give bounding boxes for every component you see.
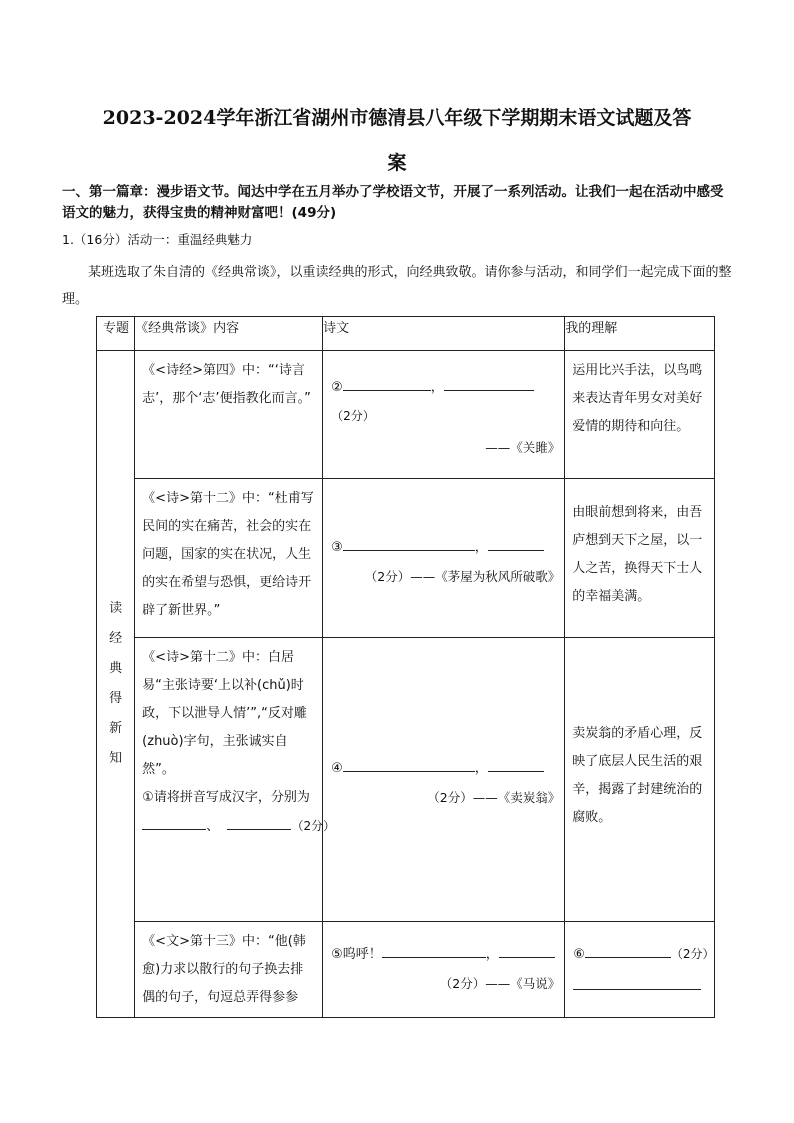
answer-blank[interactable] xyxy=(488,756,544,772)
separator: 、 xyxy=(206,819,220,834)
answer-blank[interactable] xyxy=(488,535,544,551)
topic-cell xyxy=(97,351,135,1018)
comma: ， xyxy=(430,380,444,395)
blank-number: ⑤呜呼！ xyxy=(331,947,382,962)
content-cell: 《<文>第十三》中：“他(韩愈)力求以散行的句子换去排偶的句子，句逗总弄得参参 xyxy=(135,922,323,1018)
page-title: 2023-2024学年浙江省湖州市德清县八年级下学期期末语文试题及答 xyxy=(102,107,692,129)
section-heading: 一、第一篇章：漫步语文节。闻达中学在五月举办了学校语文节，开展了一系列活动。让我们一起在活动中感受语文的魅力，获得宝贵的精神财富吧！(49分) xyxy=(62,184,724,221)
comma: ， xyxy=(474,761,488,776)
content-cell: 《<诗经>第四》中：“‘诗言志’，那个‘志’便指教化而言。” xyxy=(135,351,323,479)
understanding-cell: 由眼前想到将来，由吾庐想到天下之屋，以一人之苦，换得天下士人的幸福美满。 xyxy=(565,479,715,638)
answer-blank[interactable] xyxy=(444,375,534,391)
header-topic: 专题 xyxy=(97,317,135,351)
header-understanding: 我的理解 xyxy=(565,317,715,351)
answer-blank[interactable] xyxy=(227,814,291,830)
poem-source: ——《关雎》 xyxy=(485,440,561,455)
answer-blank[interactable] xyxy=(382,942,486,958)
blank-number: ② xyxy=(331,380,343,395)
poem-cell xyxy=(323,638,565,922)
topic-label: 读经典得新知 xyxy=(109,601,123,766)
poem-cell xyxy=(323,922,565,1018)
content-cell: 《<诗>第十二》中：“杜甫写民间的实在痛苦，社会的实在问题，国家的实在状况，人生的实在希望与恐惧，更给诗开辟了新世界。” xyxy=(135,479,323,638)
understanding-cell: 运用比兴手法，以鸟鸣来表达青年男女对美好爱情的期待和向往。 xyxy=(565,351,715,479)
poem-cell xyxy=(323,351,565,479)
table-row xyxy=(97,351,715,479)
answer-blank[interactable] xyxy=(343,535,475,551)
answer-blank[interactable] xyxy=(343,375,431,391)
score-label: （2分） xyxy=(291,819,336,833)
classics-table xyxy=(96,316,715,1018)
poem-cell xyxy=(323,479,565,638)
question-label: 1.（16分）活动一：重温经典魅力 xyxy=(62,232,253,247)
page-title-continued: 案 xyxy=(387,152,407,174)
answer-blank[interactable] xyxy=(343,756,475,772)
table-row xyxy=(97,638,715,922)
table-header-row xyxy=(97,317,715,351)
answer-blank[interactable] xyxy=(573,974,701,990)
content-cell xyxy=(135,638,336,922)
comma: ， xyxy=(474,540,488,555)
score-and-source: （2分）——《茅屋为秋风所破歌》 xyxy=(364,569,561,584)
score-label: （2分） xyxy=(670,947,715,961)
intro-paragraph: 某班选取了朱自清的《经典常谈》，以重读经典的形式，向经典致敬。请你参与活动，和同学们一起完成下面的整理。 xyxy=(62,265,732,307)
table-row xyxy=(97,922,715,1018)
score-and-source: （2分）——《马说》 xyxy=(439,976,561,991)
comma: ， xyxy=(485,947,499,962)
header-poem: 诗文 xyxy=(323,317,565,351)
score-and-source: （2分）——《卖炭翁》 xyxy=(427,790,561,805)
blank-number: ⑥ xyxy=(573,947,585,962)
table-row xyxy=(97,479,715,638)
understanding-cell: 卖炭翁的矛盾心理，反映了底层人民生活的艰辛，揭露了封建统治的腐败。 xyxy=(565,638,715,922)
answer-blank[interactable] xyxy=(585,942,671,958)
answer-blank[interactable] xyxy=(142,814,206,830)
understanding-cell xyxy=(565,922,715,1018)
score-label: （2分） xyxy=(331,409,375,423)
answer-blank[interactable] xyxy=(499,942,555,958)
header-content: 《经典常谈》内容 xyxy=(135,317,323,351)
blank-number: ④ xyxy=(331,761,343,776)
pinyin-task: ①请将拼音写成汉字，分别为 xyxy=(142,790,310,805)
content-text: 《<诗>第十二》中：白居易“主张诗要‘上以补(chǔ)时政，下以泄导人情’”,“反对雕(zhuò)字句，主张诚实自然”。 xyxy=(142,650,307,777)
blank-number: ③ xyxy=(331,540,343,555)
